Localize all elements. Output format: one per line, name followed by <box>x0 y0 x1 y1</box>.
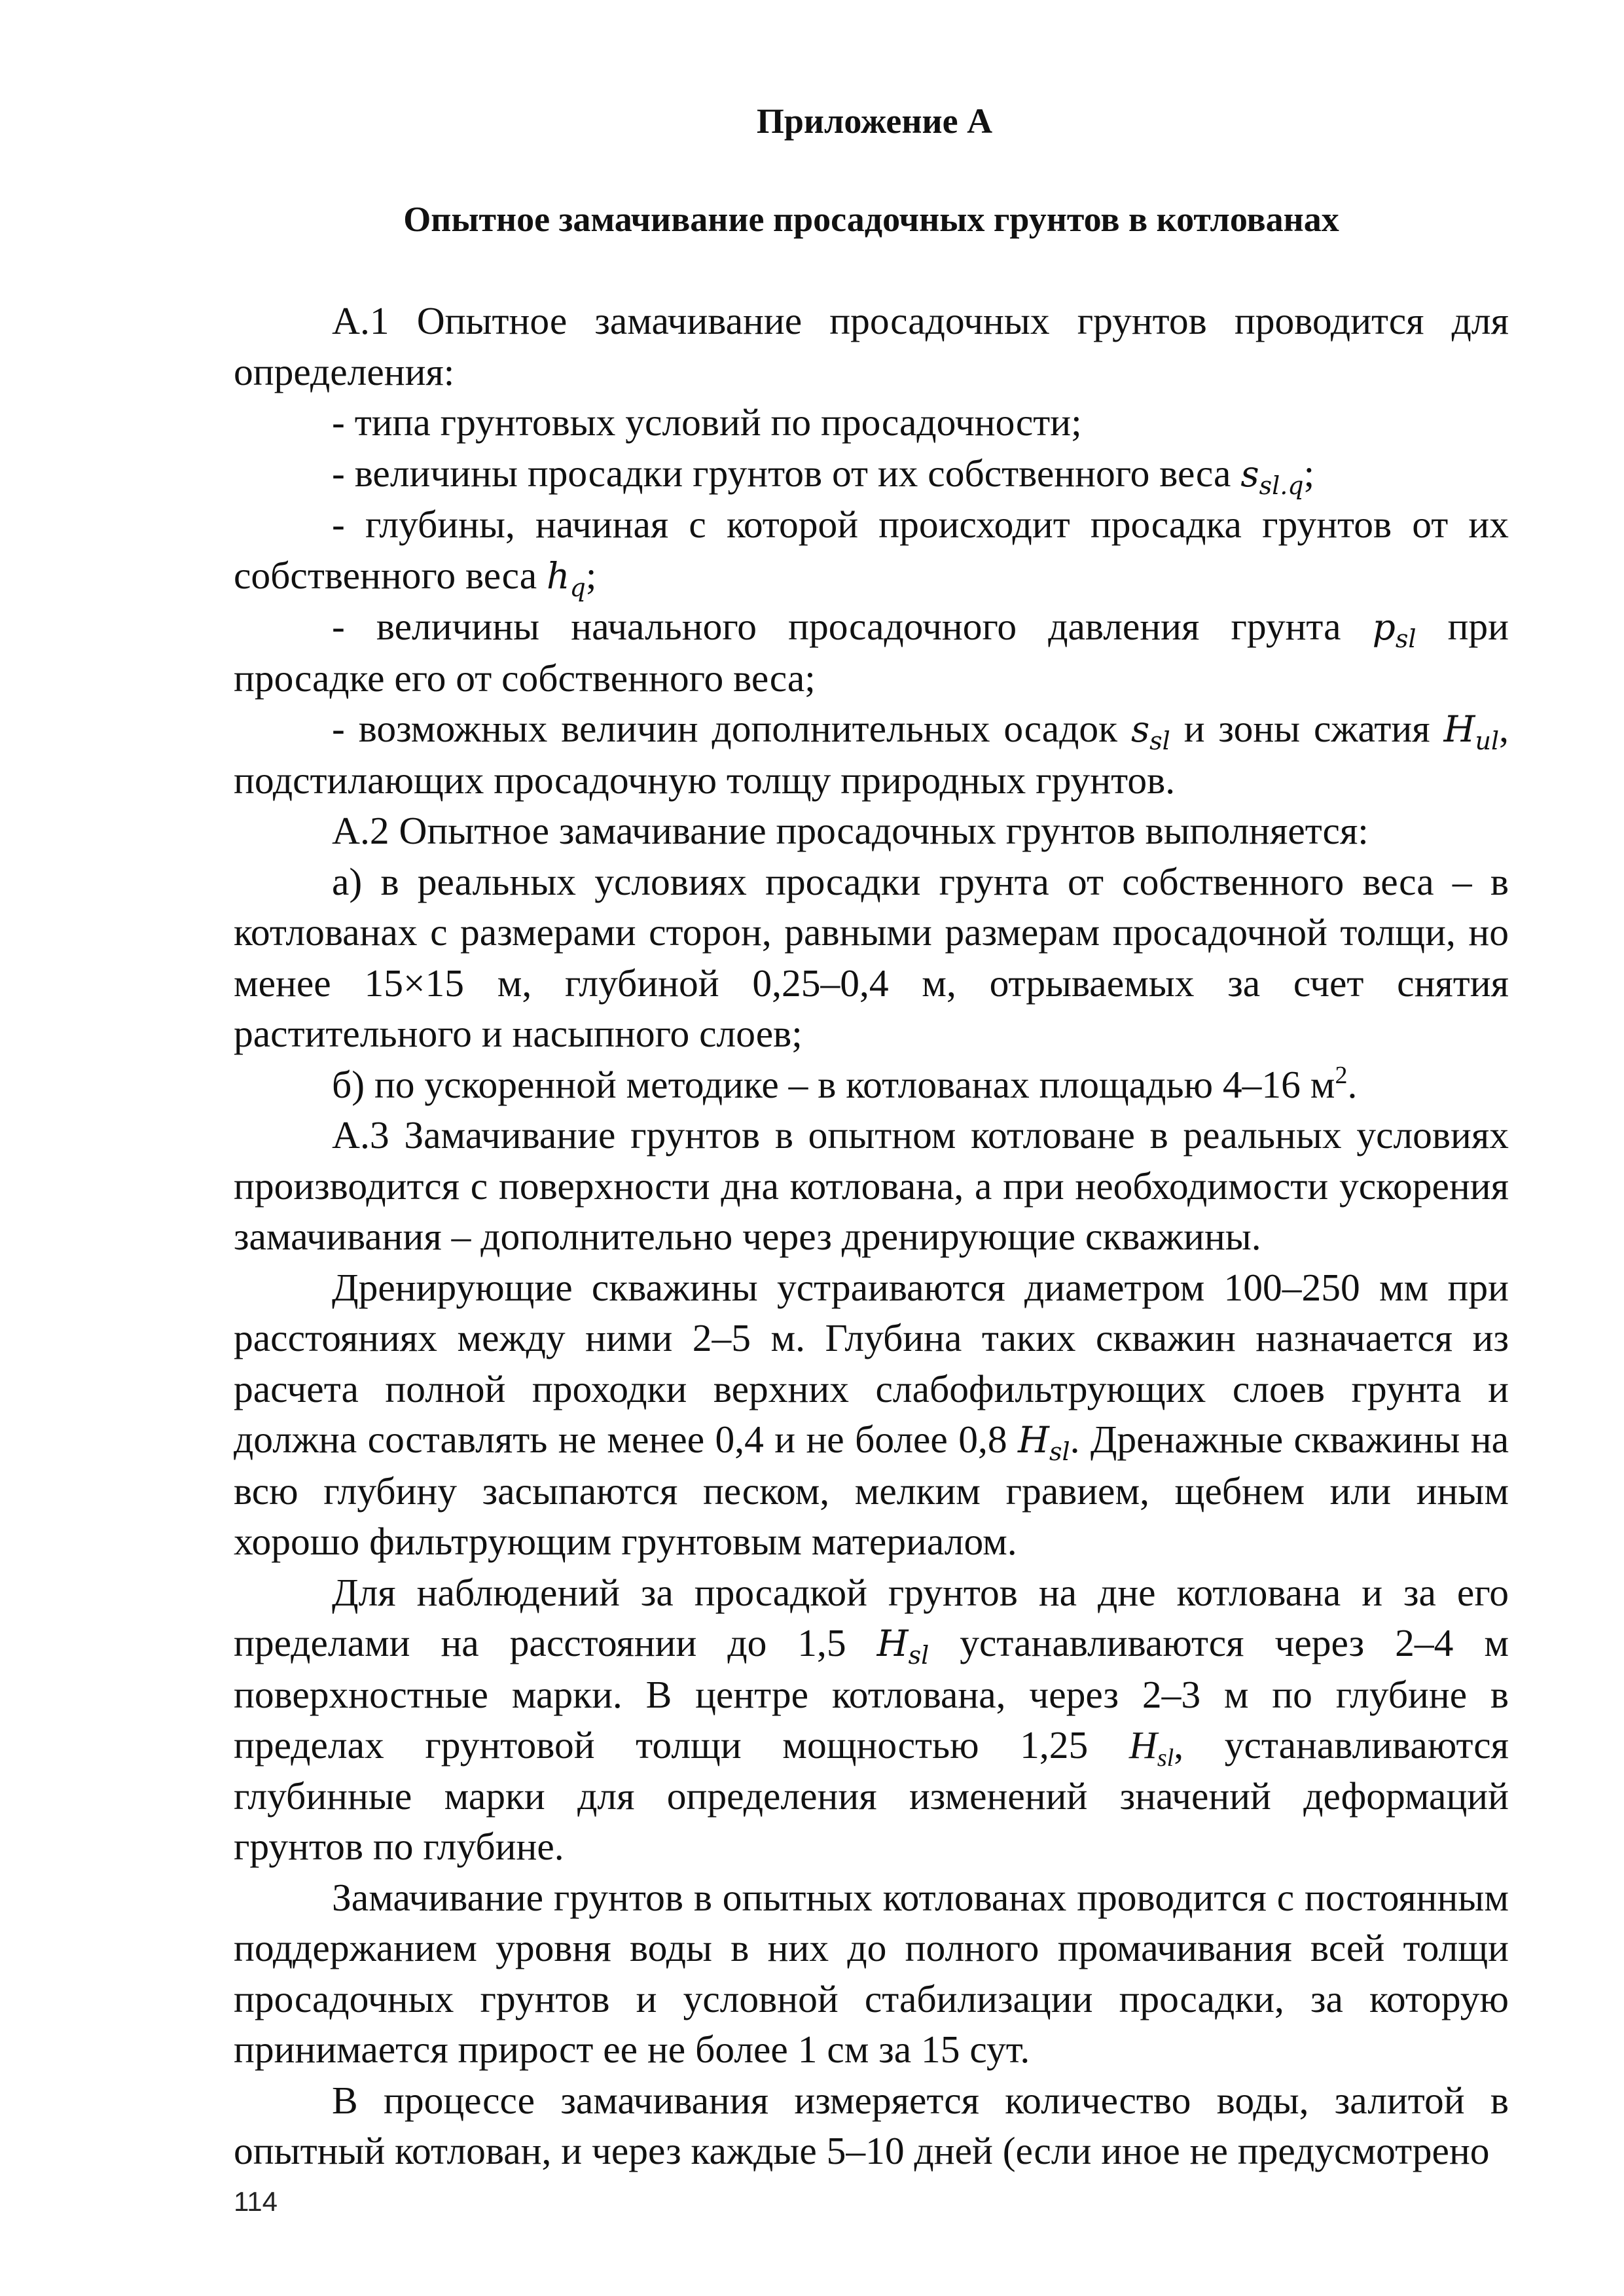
formula-p-sl: $p_{sl}$ <box>1372 606 1416 653</box>
body-text <box>234 296 1509 2177</box>
paragraph-a2: А.2 Опытное замачивание просадочных грунтов выполняется: <box>332 809 1369 852</box>
list-item-real-conditions: а) в реальных условиях просадки грунта от собственного веса – в котлованах с размерами сторон, равными размерам просадочной толщи, но менее 15×15 м, глубиной 0,25–0,4 м, отрываемых за счет снятия растительного и насыпного слоев; <box>234 859 1509 1055</box>
formula-s-slq: $s_{sl.q}$ <box>1240 452 1304 500</box>
paragraph-drainage-wells: Дренирующие скважины устраиваются диаметром 100–250 мм при расстояниях между ними 2–5 м. Глубина таких скважин назначается из расчета полной проходки верхних слабофильтрующих слоев грунта и должна составлять не менее 0,4 и не более 0,8 $H_{sl}$. Дренажные скважины на всю глубину засыпаются песком, мелким гравием, щебнем или иным хорошо фильтрующим грунтовым материалом. <box>234 1265 1509 1563</box>
list-item-initial-pressure: - величины начального просадочного давления грунта $p_{sl}$ при просадке его от собственного веса; <box>234 605 1509 700</box>
paragraph-a3: А.3 Замачивание грунтов в опытном котловане в реальных условиях производится с поверхности дна котлована, а при необходимости ускорения замачивания – дополнительно через дренирующие скважины. <box>234 1113 1509 1258</box>
formula-h-sl: $H_{sl}$ <box>1017 1419 1070 1466</box>
paragraph-observation-marks: Для наблюдений за просадкой грунтов на дне котлована и за его пределами на расстоянии до 1,5 $H_{sl}$ устанавливаются через 2–4 м поверхностные марки. В центре котлована, через 2–3 м по глубине в пределах грунтовой толщи мощностью 1,25 $H_{sl}$, устанавливаются глубинные марки для определения изменений значений деформаций грунтов по глубине. <box>234 1570 1509 1868</box>
paragraph-a1: А.1 Опытное замачивание просадочных грунтов проводится для определения: <box>234 299 1509 393</box>
list-item-depth: - глубины, начиная с которой происходит просадка грунтов от их собственного веса $h_q$; <box>234 503 1509 602</box>
formula-h-sl: $H_{sl}$ <box>876 1623 929 1670</box>
formula-h-ul: $H_{ul}$ <box>1443 708 1500 755</box>
page-number: 114 <box>234 2186 278 2217</box>
paragraph-water-measurement: В процессе замачивания измеряется количество воды, залитой в опытный котлован, и через каждые 5–10 дней (если иное не предусмотрено <box>234 2078 1509 2172</box>
list-item-accelerated-method: б) по ускоренной методике – в котлованах площадью 4–16 $м^2$. <box>332 1061 1358 1106</box>
list-item-subsidence-value: - величины просадки грунтов от их собственного веса $s_{sl.q}$; <box>332 451 1315 500</box>
paragraph-soaking-process: Замачивание грунтов в опытных котлованах проводится с постоянным поддержанием уровня воды в них до полного промачивания всей толщи просадочных грунтов и условной стабилизации просадки, за которую принимается прирост ее не более 1 см за 15 сут. <box>234 1875 1509 2071</box>
formula-h-sl-plain: $H_{sl}$ <box>1128 1723 1174 1772</box>
formula-s-sl: $s_{sl}$ <box>1130 708 1170 755</box>
formula-h-q: $h_q$ <box>547 554 586 602</box>
section-title: Опытное замачивание просадочных грунтов в котлованах <box>403 200 1339 239</box>
list-item-soil-type: - типа грунтовых условий по просадочности; <box>332 401 1082 444</box>
appendix-title: Приложение А <box>756 101 993 141</box>
list-item-additional-settlement: - возможных величин дополнительных осадок $s_{sl}$ и зоны сжатия $H_{ul}$, подстилающих просадочную толщу природных грунтов. <box>234 707 1509 802</box>
